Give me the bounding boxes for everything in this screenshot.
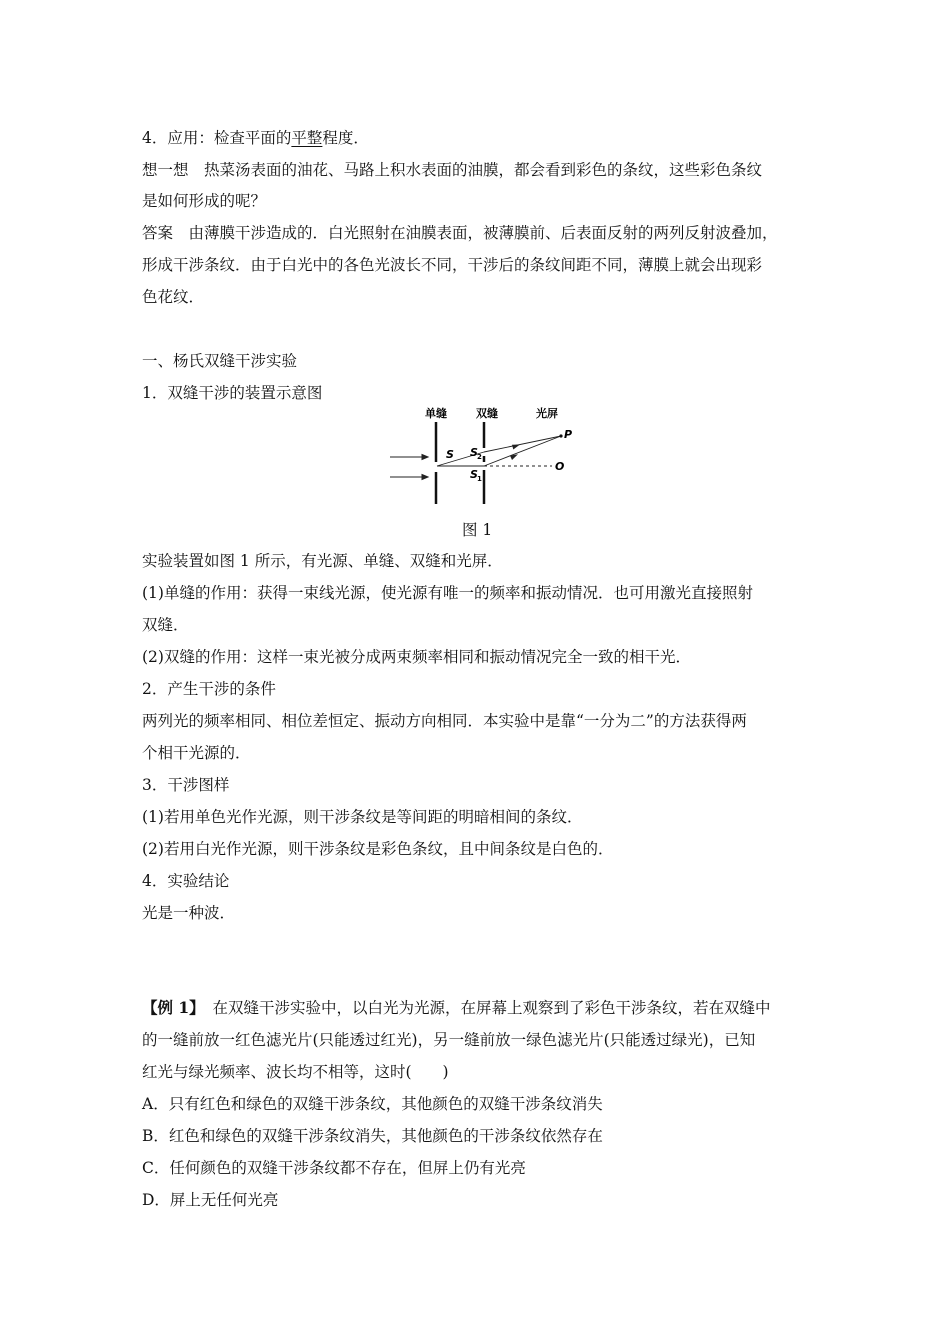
item2-title: 2．产生干涉的条件 [142, 680, 276, 698]
label-single-slit: 单缝 [425, 407, 447, 420]
label-s2-subscript: 2 [477, 453, 482, 461]
example-tag: 【例 1】 [142, 998, 197, 1017]
condition-line-1: 两列光的频率相同、相位差恒定、振动方向相同．本实验中是靠“一分为二”的方法获得两 [142, 712, 747, 730]
option-d: D．屏上无任何光亮 [142, 1191, 279, 1209]
label-o: O [555, 460, 565, 473]
item4-title: 4．实验结论 [142, 872, 230, 890]
ray-lines [437, 436, 561, 466]
ray-arrowhead-upper [512, 445, 520, 450]
pattern-line-1: (1)若用单色光作光源，则干涉条纹是等间距的明暗相间的条纹． [142, 808, 583, 826]
answer-line-1: 答案 由薄膜干涉造成的．白光照射在油膜表面，被薄膜前、后表面反射的两列反射波叠加， [142, 224, 778, 242]
application-suffix: 程度． [322, 129, 369, 147]
example-line-1-text: 在双缝干涉实验中，以白光为光源，在屏幕上观察到了彩色干涉条纹，若在双缝中 [196, 999, 771, 1017]
double-slit-function: (2)双缝的作用：这样一束光被分成两束频率相同和振动情况完全一致的相干光． [142, 648, 691, 666]
example-line-1 [142, 998, 770, 1018]
option-b: B．红色和绿色的双缝干涉条纹消失，其他颜色的干涉条纹依然存在 [142, 1127, 603, 1145]
figure-caption: 图 1 [462, 521, 493, 539]
incoming-light-arrows [390, 455, 428, 480]
setup-text: 实验装置如图 1 所示，有光源、单缝、双缝和光屏． [142, 552, 503, 570]
think-line-2: 是如何形成的呢？ [142, 192, 267, 210]
label-s1: S [470, 468, 478, 481]
section-heading: 一、杨氏双缝干涉实验 [142, 352, 298, 370]
double-slit-diagram [380, 400, 580, 510]
pattern-line-2: (2)若用白光作光源，则干涉条纹是彩色条纹，且中间条纹是白色的． [142, 840, 614, 858]
item1-title: 1．双缝干涉的装置示意图 [142, 384, 323, 402]
think-line-1: 想一想 热菜汤表面的油花、马路上积水表面的油膜，都会看到彩色的条纹，这些彩色条纹 [142, 161, 763, 179]
single-slit-line-1: (1)单缝的作用：获得一束线光源，使光源有唯一的频率和振动情况．也可用激光直接照射 [142, 584, 753, 602]
condition-line-2: 个相干光源的． [142, 744, 251, 762]
option-a: A．只有红色和绿色的双缝干涉条纹，其他颜色的双缝干涉条纹消失 [142, 1095, 603, 1113]
application-item [142, 128, 369, 148]
application-underlined-term: 平整 [291, 129, 323, 147]
application-prefix: 4．应用：检查平面的 [142, 129, 292, 147]
item3-title: 3．干涉图样 [142, 776, 230, 794]
point-p-marker [559, 434, 562, 437]
label-s1-subscript: 1 [477, 475, 482, 483]
example-line-3: 红光与绿光频率、波长均不相等，这时( ) [142, 1063, 449, 1081]
example-line-2: 的一缝前放一红色滤光片(只能透过红光)，另一缝前放一绿色滤光片(只能透过绿光)，已知 [142, 1031, 756, 1049]
answer-line-2: 形成干涉条纹．由于白光中的各色光波长不同，干涉后的条纹间距不同，薄膜上就会出现彩 [142, 256, 763, 274]
option-c: C．任何颜色的双缝干涉条纹都不存在，但屏上仍有光亮 [142, 1159, 526, 1177]
label-s: S [446, 448, 454, 461]
label-double-slit: 双缝 [476, 407, 498, 420]
single-slit-line-2: 双缝． [142, 616, 189, 634]
answer-line-3: 色花纹． [142, 288, 205, 306]
label-s2: S [470, 446, 478, 459]
label-p: P [564, 428, 573, 441]
label-screen: 光屏 [536, 407, 558, 420]
conclusion-text: 光是一种波． [142, 904, 236, 922]
